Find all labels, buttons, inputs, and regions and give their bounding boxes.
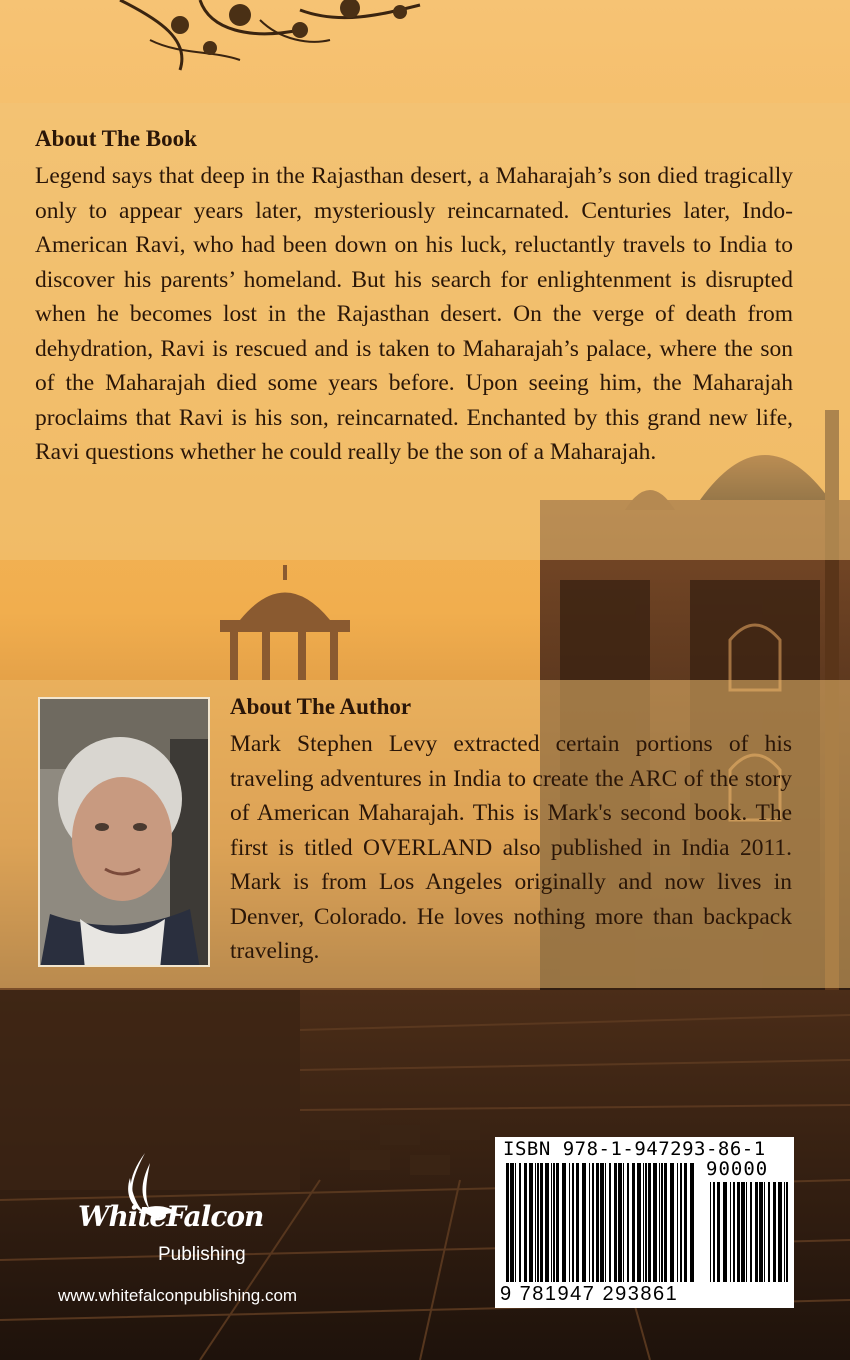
publisher-website: www.whitefalconpublishing.com	[58, 1286, 298, 1305]
about-book-heading: About The Book	[35, 126, 197, 151]
isbn-label: ISBN 978-1-947293-86-1	[503, 1138, 766, 1160]
publisher-sub: Publishing	[158, 1244, 246, 1265]
author-photo	[38, 697, 210, 967]
isbn-digits: 9 781947 293861	[500, 1283, 679, 1305]
price-code: 90000	[706, 1158, 769, 1180]
publisher-name: WhiteFalcon	[78, 1200, 264, 1233]
about-book-text: Legend says that deep in the Rajasthan desert, a Maharajah’s son died tragically only to appear years later, mysteriously reincarnated. Centuries later, Indo-American Ravi, who had been down on his luck, reluctantly travels to India to discover his parents’ homeland. But his search for enlightenment is disrupted when he becomes lost in the Rajasthan desert. On the verge of death from dehydration, Ravi is rescued and is taken to Maharajah’s palace, where the son of the Maharajah died some years before. Upon seeing him, the Maharajah proclaims that Ravi is his son, reincarnated. Enchanted by this grand new life, Ravi questions whether he could really be the son of a Maharajah.	[35, 163, 793, 465]
about-author-heading: About The Author	[230, 694, 412, 719]
about-author-text: Mark Stephen Levy extracted certain portions of his traveling adventures in India to create the ARC of the story of American Maharajah. This is Mark's second book. The first is titled OVERLAND also published in India 2011. Mark is from Los Angeles originally and now lives in Denver, Colorado. He loves nothing more than backpack traveling.	[230, 731, 792, 964]
